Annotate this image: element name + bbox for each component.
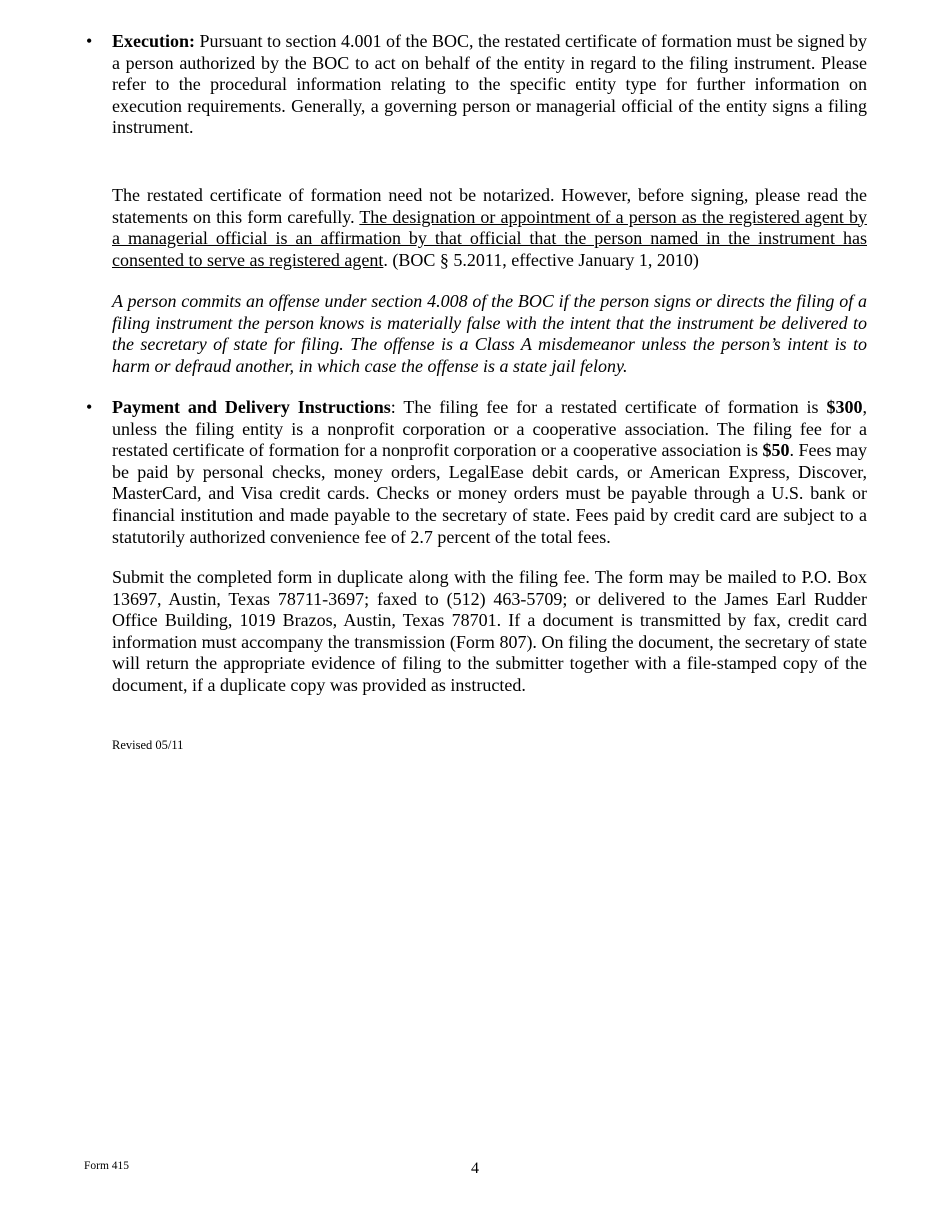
payment-text: , unless the filing entity is a nonprofit corporation or a cooperative association. The filing fee for a restated certificate of formation for a nonprofit corporation or a cooperative association is bbox=[112, 397, 867, 461]
fee-nonprofit: $50 bbox=[762, 440, 790, 461]
page-number: 4 bbox=[471, 1160, 479, 1177]
notary-text: The restated certificate of formation need not be notarized. However, before signing, please read the statements on this form carefully. bbox=[112, 185, 867, 227]
submit-paragraph bbox=[112, 567, 867, 697]
payment-text: : The filing fee for a restated certificate of formation is bbox=[390, 397, 827, 417]
submit-text: Submit the completed form in duplicate along with the filing fee. The form may be mailed to P.O. Box 13697, Austin, Texas 78711-3697; faxed to (512) 463-5709; or delivered to the James Earl Rudder Office Building, 1019 Brazos, Austin, Texas 78701. If a document is transmitted by fax, credit card information must accompany the transmission (Form 807). On filing the document, the secretary of state will return the appropriate evidence of filing to the submitter together with a file-stamped copy of the document, if a duplicate copy was provided as instructed. bbox=[112, 567, 867, 695]
payment-label: Payment and Delivery Instructions bbox=[112, 397, 391, 417]
offense-paragraph bbox=[112, 291, 867, 377]
execution-text: Pursuant to section 4.001 of the BOC, the restated certificate of formation must be signed by a person authorized by the BOC to act on behalf of the entity in regard to the filing instrument. Please refer to the procedural information relating to the specific entity type for further information on execution requirements. Generally, a governing person or managerial official of the entity signs a filing instrument. bbox=[112, 31, 867, 138]
notary-paragraph bbox=[112, 185, 867, 271]
notary-citation: . (BOC § 5.2011, effective January 1, 2010) bbox=[383, 249, 699, 270]
form-number: Form 415 bbox=[84, 1160, 130, 1172]
registered-agent-statement: The designation or appointment of a person as the registered agent by a managerial official is an affirmation by that official that the person named in the instrument has consented to serve as registered agent bbox=[112, 206, 867, 270]
execution-paragraph bbox=[112, 31, 867, 139]
bullet-execution: • bbox=[86, 31, 93, 51]
bullet-payment: • bbox=[86, 397, 93, 417]
payment-paragraph bbox=[112, 397, 867, 548]
payment-text: . Fees may be paid by personal checks, money orders, LegalEase debit cards, or American Express, Discover, MasterCard, and Visa credit cards. Checks or money orders must be payable through a U.S. bank or financial institution and made payable to the secretary of state. Fees paid by credit card are subject to a statutorily authorized convenience fee of 2.7 percent of the total fees. bbox=[112, 440, 868, 547]
fee-standard: $300 bbox=[826, 397, 863, 417]
revised-date: Revised 05/11 bbox=[112, 738, 184, 752]
execution-label: Execution: bbox=[112, 31, 195, 51]
offense-text: A person commits an offense under section 4.008 of the BOC if the person signs or directs the filing of a filing instrument the person knows is materially false with the intent that the instrument be delivered to the secretary of state for filing. The offense is a Class A misdemeanor unless the person’s intent is to harm or defraud another, in which case the offense is a state jail felony. bbox=[112, 291, 867, 376]
